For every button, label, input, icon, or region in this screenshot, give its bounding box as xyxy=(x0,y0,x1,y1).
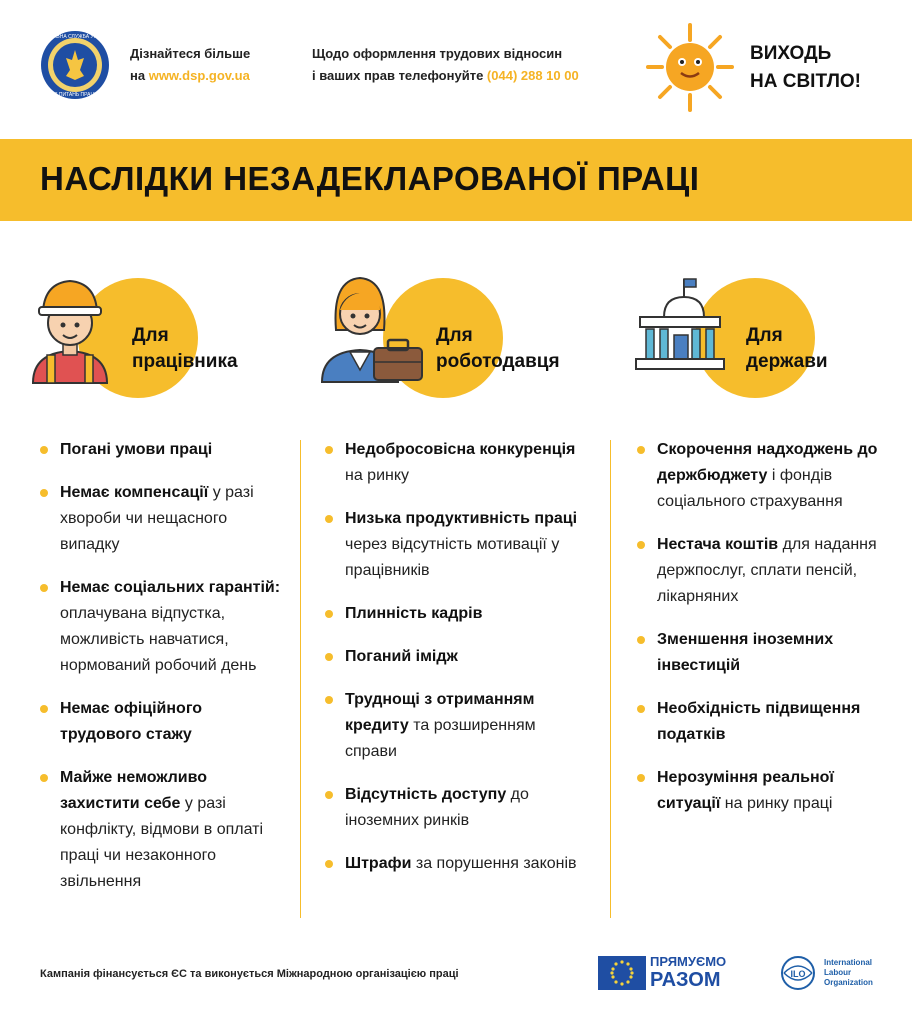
list-item: Немає соціальних гарантій: оплачувана відпустка, можливість навчатися, нормований робочий день xyxy=(40,575,285,679)
employer-consequences-list xyxy=(325,437,590,894)
state-label-line1: Для xyxy=(746,325,783,346)
list-item: Плинність кадрів xyxy=(325,601,590,627)
employer-label-line2: роботодавця xyxy=(436,351,560,372)
eu-flag-icon xyxy=(598,956,646,990)
learn-more-line1: Дізнайтеся більше xyxy=(130,46,251,61)
list-item: Недобросовісна конкуренція на ринку xyxy=(325,437,590,489)
funding-note: Кампанія фінансується ЄС та виконується Міжнародною організацією праці xyxy=(40,968,459,980)
state-label-line2: держави xyxy=(746,351,828,372)
list-item: Необхідність підвищення податків xyxy=(637,696,887,748)
eu-logo-line1: ПРЯМУЄМО xyxy=(650,954,727,969)
list-item: Майже неможливо захистити себе у разі конфлікту, відмови в оплаті праці чи незаконного звільнення xyxy=(40,765,285,895)
ilo-line2: Labour xyxy=(824,968,852,977)
eu-logo-line2: РАЗОМ xyxy=(650,969,721,991)
list-item: Відсутність доступу до іноземних ринків xyxy=(325,782,590,834)
worker-category-label xyxy=(132,323,238,375)
businesswoman-icon xyxy=(318,270,428,385)
employer-label-line1: Для xyxy=(436,325,473,346)
seal-text-top: ДЕРЖАВНА СЛУЖБА УКРАЇНИ xyxy=(40,34,110,40)
learn-more-block xyxy=(130,43,250,87)
list-item: Труднощі з отриманням кредиту та розширенням справи xyxy=(325,687,590,765)
list-item: Нестача коштів для надання держпослуг, сплати пенсій, лікарняних xyxy=(637,532,887,610)
worker-label-line1: Для xyxy=(132,325,169,346)
worker-label-line2: працівника xyxy=(132,351,238,372)
phone-line1: Щодо оформлення трудових відносин xyxy=(312,46,563,61)
seal-text-bottom: З ПИТАНЬ ПРАЦІ xyxy=(54,92,96,98)
employer-category-label xyxy=(436,323,560,375)
phone-line2-prefix: і ваших прав телефонуйте xyxy=(312,68,487,83)
phone-number[interactable]: (044) 288 10 00 xyxy=(486,68,579,83)
worker-icon xyxy=(25,275,115,385)
list-item: Поганий імідж xyxy=(325,644,590,670)
state-category-label xyxy=(746,323,828,375)
list-item: Зменшення іноземних інвестицій xyxy=(637,627,887,679)
slogan-line2: НА СВІТЛО! xyxy=(750,71,862,92)
column-divider-2 xyxy=(610,440,611,918)
page-title: НАСЛІДКИ НЕЗАДЕКЛАРОВАНОЇ ПРАЦІ xyxy=(40,160,700,197)
list-item: Немає офіційного трудового стажу xyxy=(40,696,285,748)
website-link[interactable]: www.dsp.gov.ua xyxy=(148,68,250,83)
government-building-icon xyxy=(632,275,727,375)
campaign-slogan xyxy=(750,40,861,96)
ilo-logo-text xyxy=(824,958,873,988)
list-item: Немає компенсації у разі хвороби чи нещасного випадку xyxy=(40,480,285,558)
agency-seal-logo xyxy=(40,30,110,100)
phone-block xyxy=(312,43,579,87)
sun-mascot-icon xyxy=(640,20,740,115)
column-divider-1 xyxy=(300,440,301,918)
learn-more-prefix: на xyxy=(130,68,149,83)
ilo-line1: International xyxy=(824,958,873,967)
eu-campaign-logo-text xyxy=(650,955,726,991)
state-consequences-list xyxy=(637,437,887,834)
list-item: Погані умови праці xyxy=(40,437,285,463)
list-item: Штрафи за порушення законів xyxy=(325,851,590,877)
slogan-line1: ВИХОДЬ xyxy=(750,43,832,64)
ilo-line3: Organization xyxy=(824,978,873,987)
worker-consequences-list xyxy=(40,437,285,912)
ilo-mark: ILO xyxy=(790,969,806,979)
ilo-logo-icon xyxy=(778,955,818,991)
list-item: Низька продуктивність праці через відсутність мотивації у працівників xyxy=(325,506,590,584)
list-item: Нерозуміння реальної ситуації на ринку праці xyxy=(637,765,887,817)
list-item: Скорочення надходжень до держбюджету і фондів соціального страхування xyxy=(637,437,887,515)
